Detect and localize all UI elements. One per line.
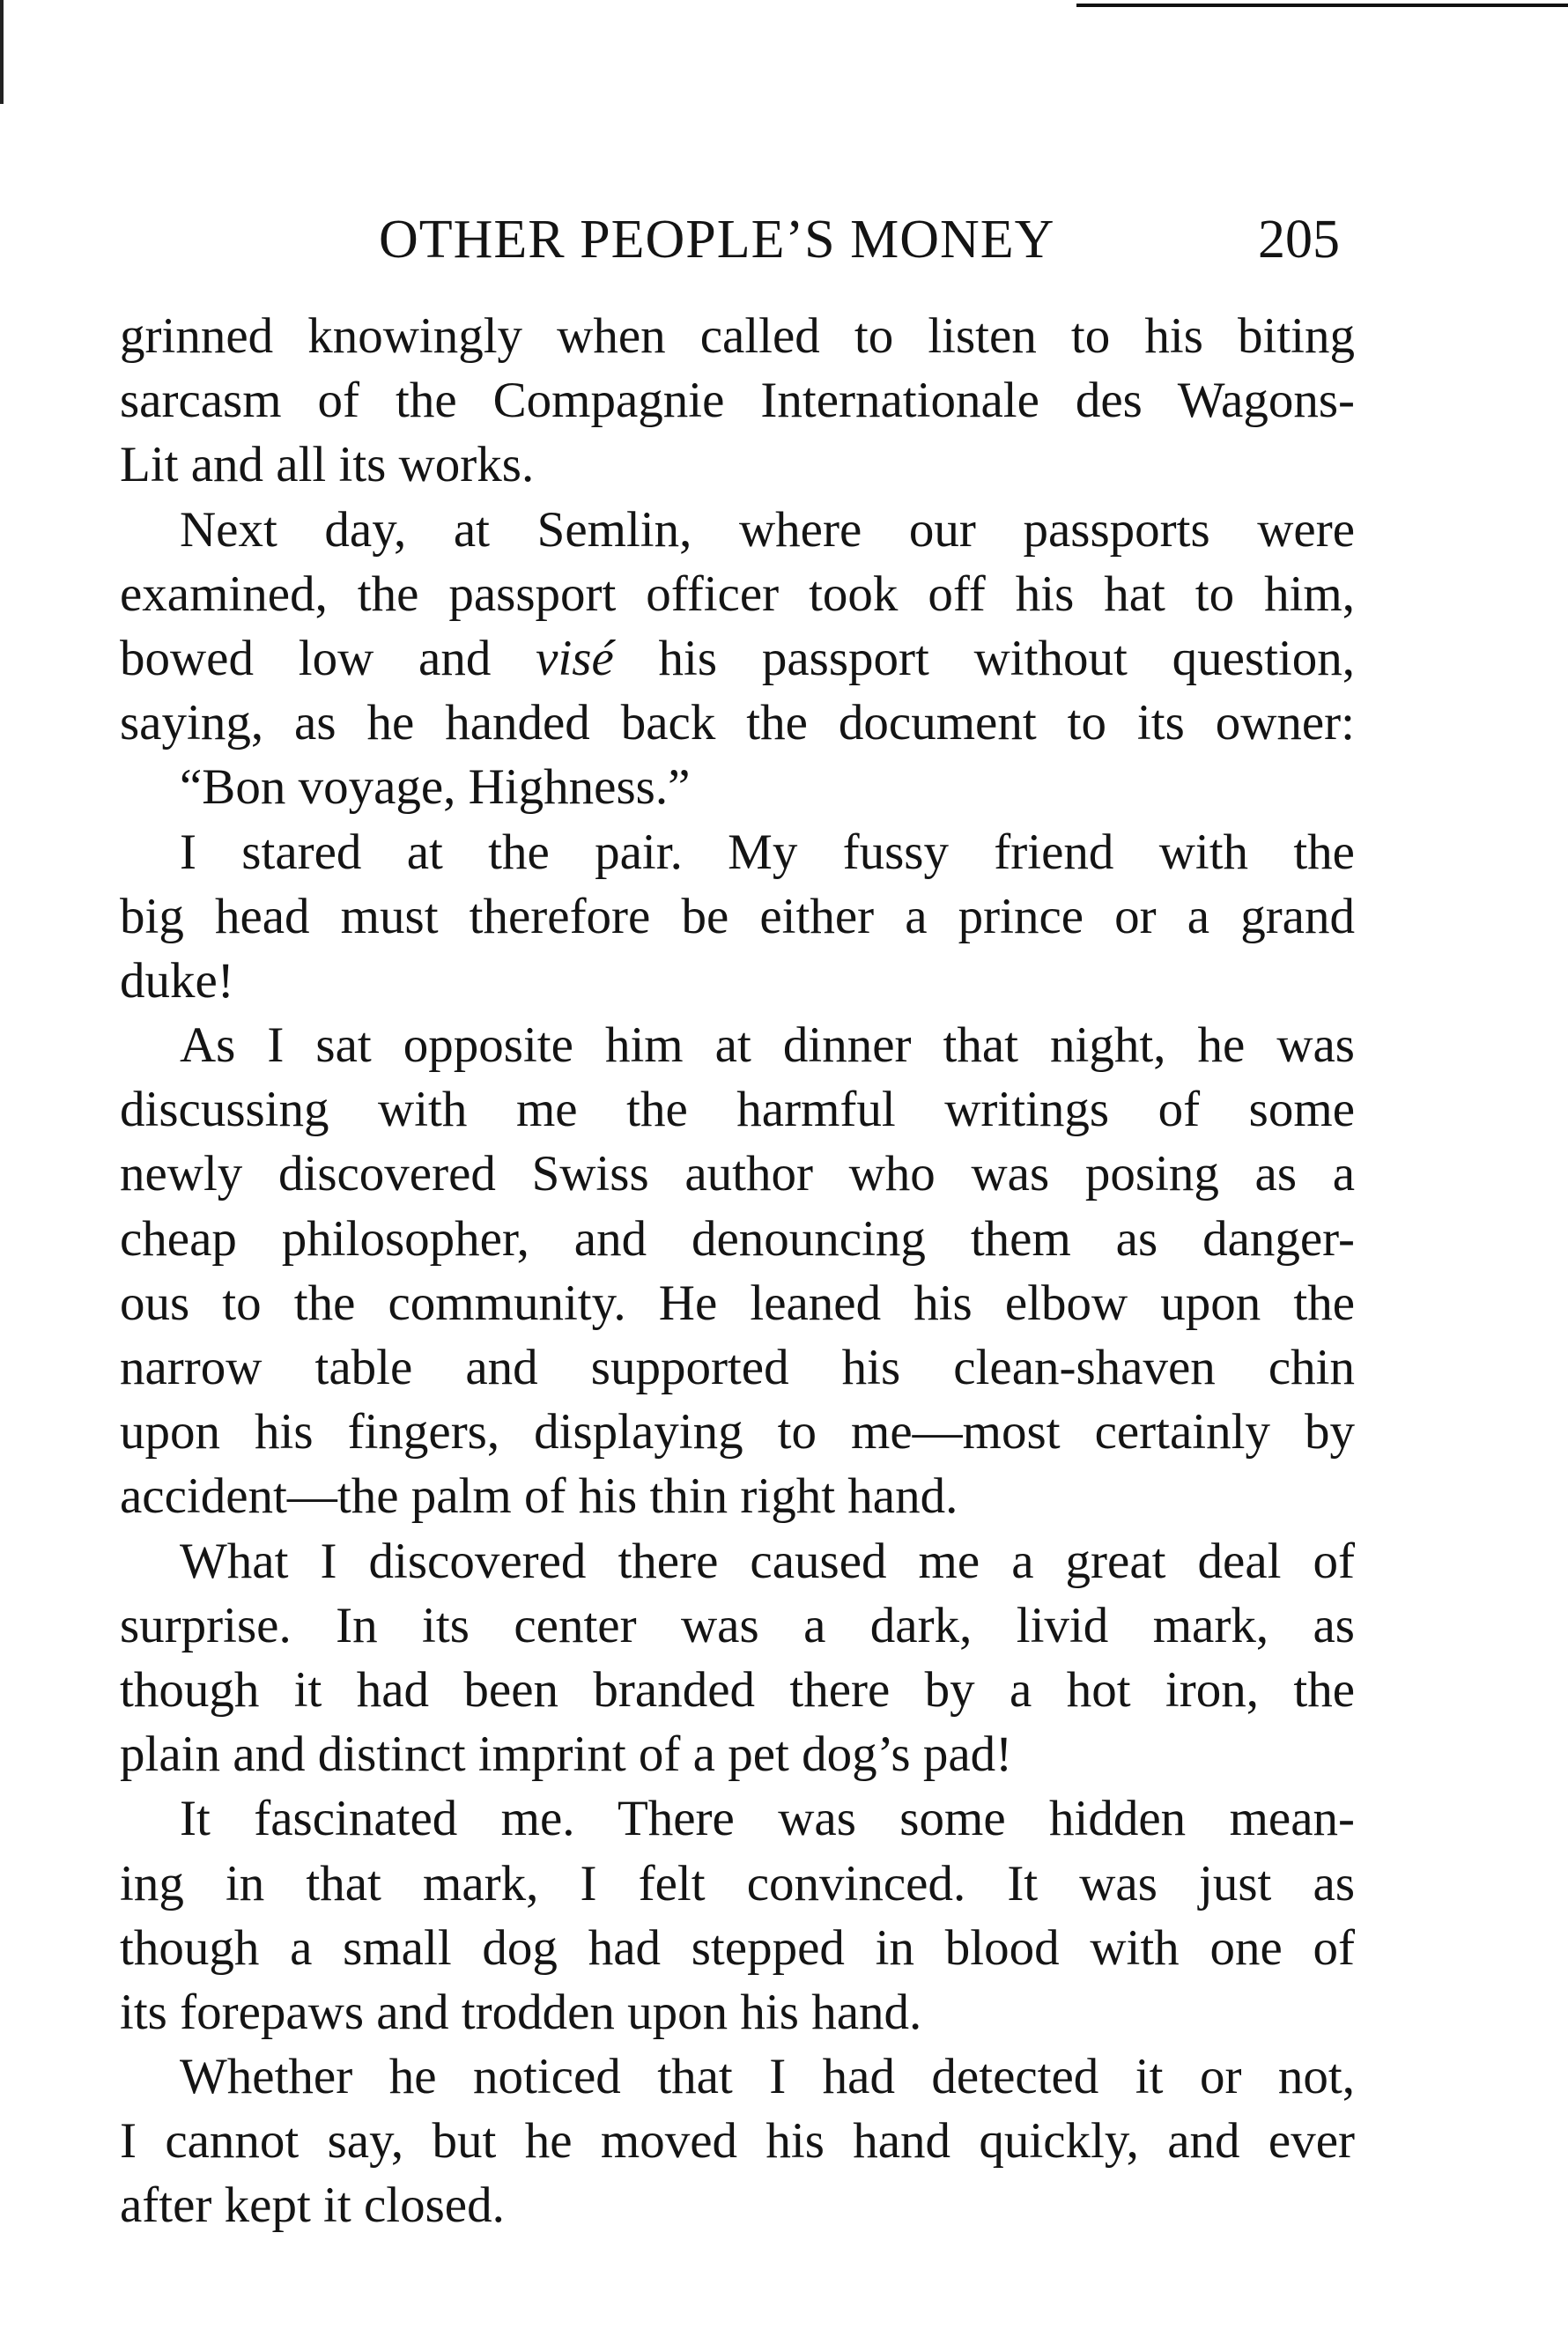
text-line: accident—the palm of his thin right hand. xyxy=(120,1468,958,1525)
text-line: examined, the passport officer took off his hat to him, xyxy=(120,566,1355,622)
text-line: though it had been branded there by a hot iron, the xyxy=(120,1661,1355,1718)
text-line: narrow table and supported his clean-shaven chin xyxy=(120,1340,1355,1395)
text-line: grinned knowingly when called to listen to his biting xyxy=(120,308,1355,364)
text-line: Next day, at Semlin, where our passports were xyxy=(180,501,1355,558)
text-line: cheap philosopher, and denouncing them as danger- xyxy=(120,1210,1355,1267)
top-rule xyxy=(1076,4,1568,7)
text-line: saying, as he handed back the document to its owner: xyxy=(120,695,1355,751)
text-line: plain and distinct imprint of a pet dog’s pad! xyxy=(120,1726,1013,1783)
text-line: surprise. In its center was a dark, livid mark, as xyxy=(120,1597,1355,1653)
text-line: duke! xyxy=(120,952,234,1009)
page-header xyxy=(0,204,1568,275)
running-head: OTHER PEOPLE’S MONEY xyxy=(379,210,1055,270)
text-line: I stared at the pair. My fussy friend with the xyxy=(180,824,1355,880)
text-line: It fascinated me. There was some hidden mean- xyxy=(180,1791,1355,1847)
text-line: bowed low and visé his passport without question, xyxy=(120,630,1356,686)
text-line: As I sat opposite him at dinner that night, he was xyxy=(180,1017,1355,1074)
text-line: newly discovered Swiss author who was posing as a xyxy=(120,1146,1355,1202)
text-line: ing in that mark, I felt convinced. It was just as xyxy=(120,1855,1355,1911)
text-line: discussing with me the harmful writings of some xyxy=(120,1082,1355,1138)
text-line: I cannot say, but he moved his hand quickly, and ever xyxy=(120,2113,1355,2170)
page-number: 205 xyxy=(1258,210,1340,270)
text-line: Lit and all its works. xyxy=(120,437,535,493)
text-line: ous to the community. He leaned his elbow upon the xyxy=(120,1275,1355,1331)
text-line: though a small dog had stepped in blood with one of xyxy=(120,1919,1355,1976)
body-text xyxy=(120,304,1355,2238)
text-line: “Bon voyage, Highness.” xyxy=(180,759,691,816)
text-line: upon his fingers, displaying to me—most certainly by xyxy=(120,1404,1355,1460)
text-line: big head must therefore be either a prince or a grand xyxy=(120,888,1355,944)
text-line: its forepaws and trodden upon his hand. xyxy=(120,1984,922,2040)
text-line: sarcasm of the Compagnie Internationale des Wagons- xyxy=(120,373,1355,429)
text-line: What I discovered there caused me a great deal of xyxy=(180,1533,1355,1589)
text-line: Whether he noticed that I had detected it or not, xyxy=(180,2049,1355,2105)
text-line: after kept it closed. xyxy=(120,2177,505,2234)
scan-edge-mark xyxy=(0,0,4,104)
